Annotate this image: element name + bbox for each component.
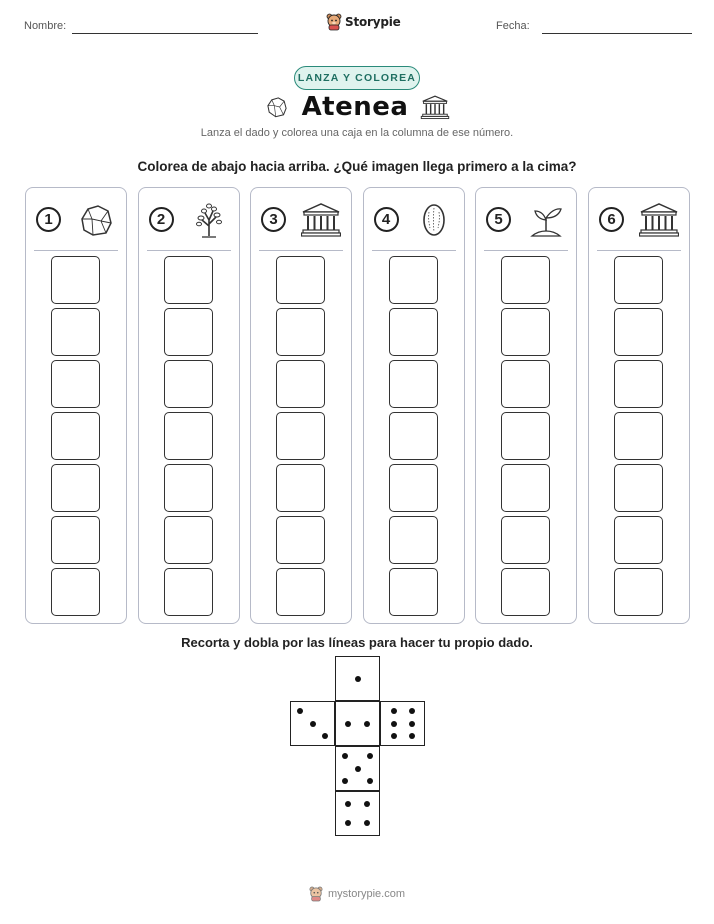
color-box[interactable] [51, 412, 100, 460]
color-box[interactable] [501, 568, 550, 616]
die-pip [355, 766, 361, 772]
dice-columns [25, 187, 690, 624]
die-pip [367, 778, 373, 784]
bear-mascot-icon [326, 13, 342, 31]
temple-icon [420, 94, 450, 120]
color-box[interactable] [501, 464, 550, 512]
column-divider [259, 250, 343, 251]
die-pip [364, 820, 370, 826]
column-divider [147, 250, 231, 251]
column-3 [250, 187, 352, 624]
die-pip [342, 753, 348, 759]
column-header [476, 200, 576, 240]
color-box[interactable] [276, 464, 325, 512]
color-box[interactable] [276, 360, 325, 408]
name-label: Nombre: [24, 20, 67, 32]
die-pip [391, 721, 397, 727]
color-box[interactable] [389, 516, 438, 564]
die-pip [409, 733, 415, 739]
color-box[interactable] [164, 256, 213, 304]
die-net [290, 656, 426, 836]
color-box[interactable] [164, 412, 213, 460]
color-box[interactable] [614, 412, 663, 460]
color-box[interactable] [501, 360, 550, 408]
title-row [0, 92, 714, 122]
die-pip [297, 708, 303, 714]
column-2 [138, 187, 240, 624]
color-box[interactable] [51, 308, 100, 356]
color-box[interactable] [614, 360, 663, 408]
rock-icon [76, 200, 116, 240]
die-pip [409, 721, 415, 727]
storypie-logo [326, 13, 401, 31]
brand-name: Storypie [345, 15, 401, 29]
color-box[interactable] [389, 568, 438, 616]
column-1 [25, 187, 127, 624]
footer [0, 886, 714, 902]
color-box[interactable] [51, 360, 100, 408]
column-header [589, 200, 689, 240]
color-box[interactable] [164, 516, 213, 564]
die-pip [345, 721, 351, 727]
color-box[interactable] [501, 412, 550, 460]
temple-icon [301, 200, 341, 240]
color-box[interactable] [389, 360, 438, 408]
sprout-icon [526, 200, 566, 240]
bear-mascot-icon [309, 886, 323, 902]
color-box[interactable] [389, 308, 438, 356]
column-divider [34, 250, 118, 251]
color-box[interactable] [51, 568, 100, 616]
column-number: 1 [36, 207, 61, 232]
color-box[interactable] [614, 464, 663, 512]
column-divider [484, 250, 568, 251]
footer-url: mystorypie.com [327, 888, 406, 900]
die-pip [322, 733, 328, 739]
color-box[interactable] [276, 256, 325, 304]
color-box[interactable] [501, 256, 550, 304]
color-box[interactable] [501, 308, 550, 356]
color-box[interactable] [389, 464, 438, 512]
die-pip [364, 721, 370, 727]
die-face-3 [290, 701, 335, 746]
rock-icon [264, 94, 290, 120]
column-5 [475, 187, 577, 624]
die-pip [345, 820, 351, 826]
die-face-6 [380, 701, 425, 746]
color-box[interactable] [51, 464, 100, 512]
color-box[interactable] [164, 568, 213, 616]
color-box[interactable] [276, 516, 325, 564]
die-pip [391, 708, 397, 714]
color-box[interactable] [389, 412, 438, 460]
die-pip [409, 708, 415, 714]
color-box[interactable] [276, 308, 325, 356]
column-6 [588, 187, 690, 624]
die-pip [391, 733, 397, 739]
die-face-5 [335, 746, 380, 791]
color-box[interactable] [51, 256, 100, 304]
color-box[interactable] [164, 464, 213, 512]
color-box[interactable] [276, 568, 325, 616]
temple-icon [639, 200, 679, 240]
column-header [251, 200, 351, 240]
instruction: Colorea de abajo hacia arriba. ¿Qué imagen llega primero a la cima? [137, 159, 577, 174]
column-number: 2 [149, 207, 174, 232]
column-number: 3 [261, 207, 286, 232]
column-number: 4 [374, 207, 399, 232]
color-box[interactable] [614, 516, 663, 564]
olive-tree-icon [189, 200, 229, 240]
die-face-2 [335, 701, 380, 746]
die-pip [345, 801, 351, 807]
color-box[interactable] [501, 516, 550, 564]
color-box[interactable] [389, 256, 438, 304]
die-face-4 [335, 791, 380, 836]
activity-badge: LANZA Y COLOREA [294, 66, 420, 90]
color-box[interactable] [614, 308, 663, 356]
color-box[interactable] [614, 568, 663, 616]
die-pip [364, 801, 370, 807]
column-header [26, 200, 126, 240]
column-header [364, 200, 464, 240]
color-box[interactable] [164, 360, 213, 408]
die-pip [310, 721, 316, 727]
color-box[interactable] [276, 412, 325, 460]
color-box[interactable] [614, 256, 663, 304]
die-pip [342, 778, 348, 784]
color-box[interactable] [164, 308, 213, 356]
die-pip [355, 676, 361, 682]
die-face-1 [335, 656, 380, 701]
page-title: Atenea [301, 92, 409, 122]
color-box[interactable] [51, 516, 100, 564]
olive-icon [414, 200, 454, 240]
column-divider [372, 250, 456, 251]
name-line[interactable] [72, 33, 258, 34]
date-line[interactable] [542, 33, 692, 34]
subtitle: Lanza el dado y colorea una caja en la columna de ese número. [200, 127, 514, 139]
die-pip [367, 753, 373, 759]
column-header [139, 200, 239, 240]
column-number: 6 [599, 207, 624, 232]
column-divider [597, 250, 681, 251]
column-number: 5 [486, 207, 511, 232]
date-label: Fecha: [496, 20, 530, 32]
cut-instruction: Recorta y dobla por las líneas para hacer tu propio dado. [181, 635, 533, 650]
column-4 [363, 187, 465, 624]
